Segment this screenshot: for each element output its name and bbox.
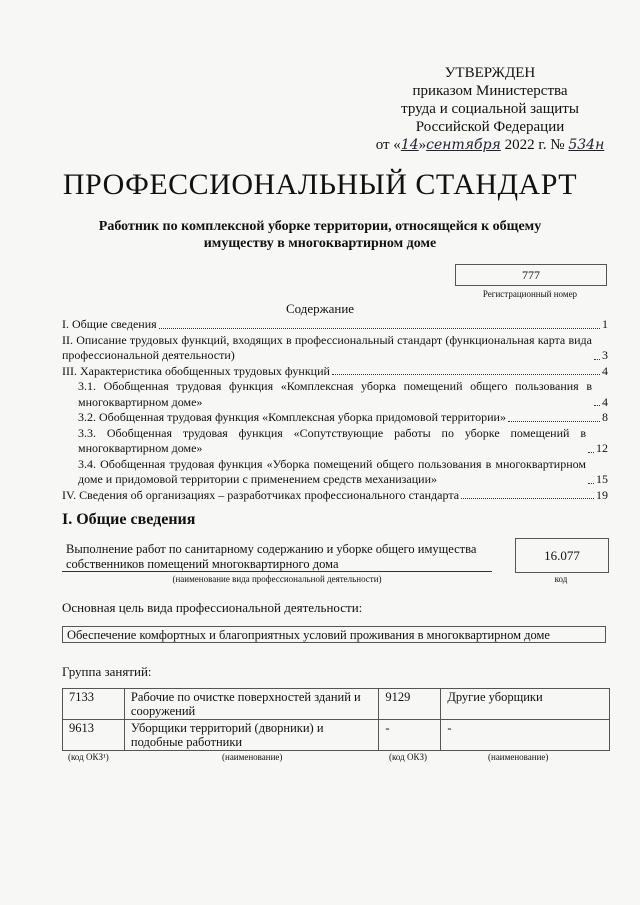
toc-item[interactable] — [62, 364, 608, 380]
occupation-name-caption: (наименование) — [488, 752, 549, 762]
occupation-name-cell: Другие уборщики — [441, 689, 610, 720]
handwritten-day: 14 — [400, 137, 419, 153]
approval-line-2: приказом Министерства — [412, 83, 568, 99]
toc-item-text: I. Общие сведения — [62, 317, 157, 331]
section-heading: I. Общие сведения — [62, 511, 196, 528]
toc-item[interactable] — [62, 333, 608, 364]
occupation-name-cell: - — [441, 720, 610, 751]
toc-item[interactable] — [62, 410, 608, 426]
toc-item-page: 1 — [602, 317, 608, 331]
occupation-name-cell: Уборщики территорий (дворники) и подобные работники — [124, 720, 378, 751]
okz-code-cell: - — [379, 720, 441, 751]
toc-item-page: 15 — [596, 472, 608, 486]
approval-date-line — [370, 136, 610, 154]
handwritten-order-number: 534н — [568, 137, 605, 153]
date-prefix: от « — [375, 137, 401, 153]
approval-line-4: Российской Федерации — [415, 119, 565, 135]
approval-line-1: УТВЕРЖДЕН — [444, 65, 536, 81]
activity-name: Выполнение работ по санитарному содержанию и уборке общего имущества собственников помещений многоквартирного дома — [66, 542, 477, 571]
okz-code-caption: (код ОКЗ¹) — [68, 752, 109, 762]
occupation-group-table — [62, 688, 610, 751]
okz-code-caption: (код ОКЗ) — [389, 752, 427, 762]
toc-item-text: II. Описание трудовых функций, входящих в профессиональный стандарт (функциональная карта вида профессиональной деятельности) — [62, 332, 592, 362]
toc-item-page: 4 — [602, 394, 608, 409]
toc-item[interactable] — [62, 488, 608, 504]
date-year: 2022 г. № — [504, 137, 565, 153]
toc-heading: Содержание — [285, 301, 355, 316]
toc-item-page: 3 — [602, 348, 608, 362]
okz-code-cell: 7133 — [63, 689, 125, 720]
table-of-contents — [62, 317, 608, 503]
approval-block — [370, 64, 610, 154]
date-mid: » — [418, 137, 427, 153]
activity-caption: (наименование вида профессиональной деятельности) — [172, 574, 382, 584]
activity-code-caption: код — [554, 574, 568, 584]
registration-number-box: 777 — [455, 264, 607, 286]
toc-item-text: 3.1. Обобщенная трудовая функция «Комплексная уборка помещений общего пользования в многоквартирном доме» — [78, 379, 592, 409]
toc-item-page: 4 — [602, 363, 608, 378]
registration-caption: Регистрационный номер — [482, 289, 578, 299]
document-title: ПРОФЕССИОНАЛЬНЫЙ СТАНДАРТ — [62, 168, 578, 201]
toc-item-page: 19 — [596, 487, 608, 502]
toc-item-text: IV. Сведения об организациях – разработчиках профессионального стандарта — [62, 487, 460, 502]
occupation-name-cell: Рабочие по очистке поверхностей зданий и сооружений — [124, 689, 378, 720]
toc-item-text: 3.3. Обобщенная трудовая функция «Сопутствующие работы по уборке помещений в многоквартирном доме» — [78, 425, 586, 455]
toc-item[interactable] — [62, 426, 608, 457]
toc-item-page: 8 — [602, 410, 608, 424]
goal-label: Основная цель вида профессиональной деятельности: — [62, 600, 363, 615]
okz-code-cell: 9613 — [63, 720, 125, 751]
handwritten-month: сентября — [426, 137, 501, 153]
approval-line-3: труда и социальной защиты — [401, 101, 579, 117]
toc-item[interactable] — [62, 317, 608, 333]
occupation-name-caption: (наименование) — [222, 752, 283, 762]
toc-item[interactable] — [62, 379, 608, 410]
group-label: Группа занятий: — [62, 664, 152, 679]
toc-item-text: 3.2. Обобщенная трудовая функция «Комплексная уборка придомовой территории» — [78, 410, 506, 424]
goal-box: Обеспечение комфортных и благоприятных условий проживания в многоквартирном доме — [62, 626, 606, 643]
toc-item-text: III. Характеристика обобщенных трудовых функций — [62, 363, 330, 378]
toc-item[interactable] — [62, 457, 608, 488]
toc-item-page: 12 — [596, 441, 608, 455]
activity-code-box: 16.077 — [515, 538, 609, 573]
okz-code-cell: 9129 — [379, 689, 441, 720]
document-subtitle: Работник по комплексной уборке территории, относящейся к общему имуществу в многоквартирном доме — [98, 219, 542, 251]
activity-underline — [62, 571, 492, 572]
table-row — [63, 689, 610, 720]
table-row — [63, 720, 610, 751]
toc-item-text: 3.4. Обобщенная трудовая функция «Уборка помещений общего пользования в многоквартирном доме и придомовой территории с применением средств механизации» — [78, 456, 586, 486]
